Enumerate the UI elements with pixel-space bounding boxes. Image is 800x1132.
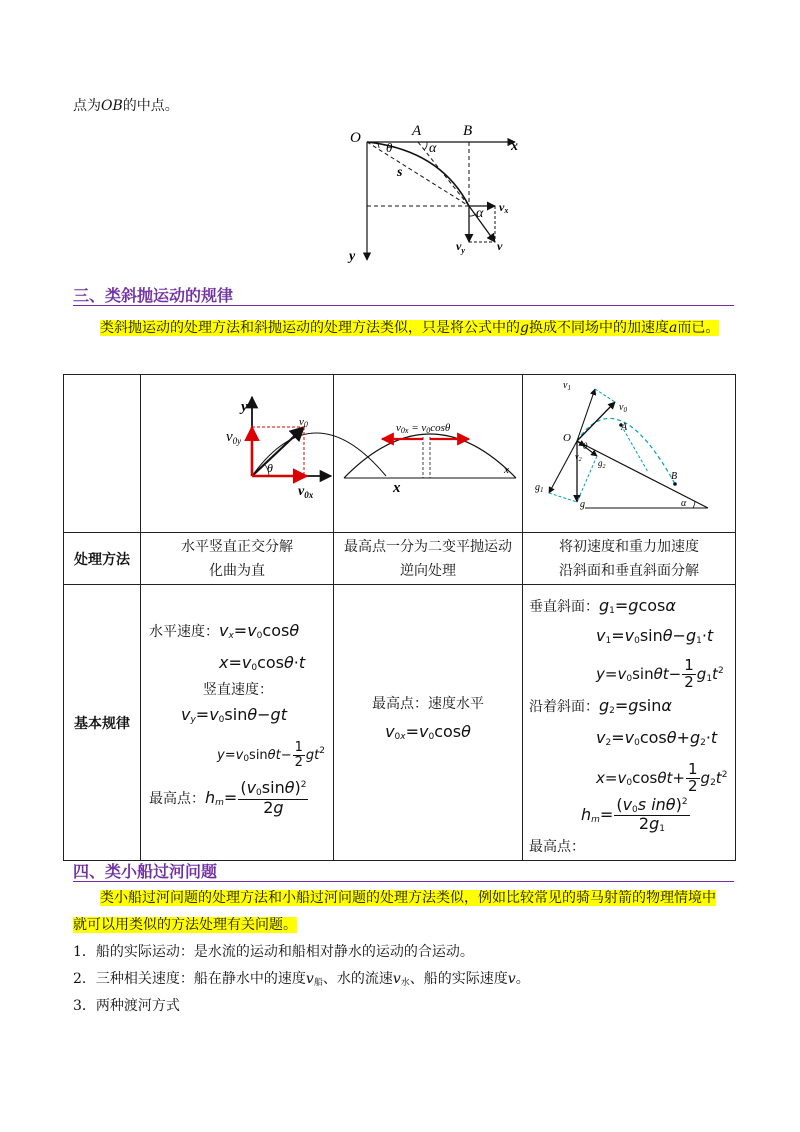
theta-label: θ [386,140,393,155]
diag-b-label: v0x = v0cosθ [396,422,451,435]
slope-projectile-diagram [345,120,530,270]
formula-vx: $v_x=v_0\cos\theta$ [219,621,300,641]
intro-var: OB [101,98,123,114]
corner-cell [64,375,141,533]
diag-c-o: O [563,432,571,444]
diag-a-y: y [241,399,248,415]
method-a-line1: 水平竖直正交分解 [181,538,293,555]
method-b-line1: 最高点一分为二变平抛运动 [344,538,512,555]
formula-vy: $v_y=v_0\sin\theta-gt$ [181,705,287,725]
section-4-intro-line1: 类小船过河问题的处理方法和小船过河问题的处理方法类似，例如比较常见的骑马射箭的物理情境中 [100,890,716,906]
formula-hm-c: $h_m=$ $\frac{(v_0s in\theta)^2}{2g_1}$ [581,794,688,834]
top-label-b: 最高点：速度水平 [372,696,484,712]
horiz-velocity-label: 水平速度： [149,624,219,640]
method-a-line2: 化曲为直 [209,562,265,579]
method-b [334,533,523,585]
rules-table [63,374,736,861]
origin-label: O [350,130,361,146]
diag-c-theta: θ [583,441,588,451]
diag-c-v0: $v_0$ [619,402,627,414]
diagram-a-cell [141,375,401,533]
formula-y: $y=v_0\sin\theta t-$ $\frac{1}{2}$ $gt^2$ [217,740,326,770]
section-3-title: 三、类斜抛运动的规律 [73,286,234,305]
section-4-intro-line2: 就可以用类似的方法处理有关问题。 [73,917,297,933]
vx-label: vx [499,200,509,215]
section-3-underline [73,305,734,306]
intro-line [73,93,179,119]
orthogonal-decomposition-diagram [141,375,401,528]
method-label: 处理方法 [64,533,141,585]
formula-g2: $g_2=gsin\alpha$ [599,696,672,716]
alpha-label-top: α [429,141,437,156]
diag-c-g2: $g_2$ [598,458,606,470]
method-c-line2: 沿斜面和垂直斜面分解 [559,562,699,579]
formula-v0x: $v_{0x}=v_0\cos\theta$ [385,722,471,742]
diag-a-v0y: $v_{0y}$ [226,429,242,446]
formula-g1: $g_1=gcos\alpha$ [599,596,676,616]
diag-a-v0x: $v_{0x}$ [298,484,314,500]
point-b-label: B [463,123,473,139]
along-label: 沿着斜面： [529,699,599,715]
incline-decomposition-diagram [523,375,734,528]
section-3-intro: 类斜抛运动的处理方法和斜抛运动的处理方法类似，只是将公式中的g换成不同场中的加速度a而已。 [100,320,720,336]
vy-label: $v_y$ [456,239,465,255]
s-label: s [397,165,403,180]
method-c-line1: 将初速度和重力加速度 [559,538,699,555]
diag-c-a: A [621,422,628,433]
diag-c-v2: $v_2$ [575,452,582,463]
section-4-title: 四、类小船过河问题 [73,862,218,881]
vert-velocity-label: 竖直速度： [203,682,273,698]
x-axis-label: x [511,139,518,154]
highest-point-split-diagram [334,375,523,528]
diag-c-b: B [671,471,678,482]
top-label-c: 最高点： [529,839,585,855]
diag-c-g1: $g_1$ [535,482,544,494]
v-label: v [497,239,503,253]
formula-x-c: $x=v_0\cos\theta t+$ $\frac{1}{2}$ $g_2t^2$ [596,760,728,795]
item-3: 3．两种渡河方式 [73,998,180,1014]
perp-label: 垂直斜面： [529,599,599,615]
diag-c-g: g [580,499,585,510]
diag-c-v1: $v_1$ [563,380,571,392]
diagram-b-cell [334,375,523,533]
formula-x: $x=v_0\cos\theta\cdot t$ [219,653,306,673]
diag-b-x: x [504,464,509,476]
item-2: 2．三种相关速度：船在静水中的速度$v_船$、水的流速$v_水$、船的实际速度v。 [73,971,530,988]
diagram-c-cell [523,375,736,533]
intro-text-end: 的中点。 [122,98,179,114]
diag-a-v0: v0 [299,416,308,429]
top-label-a: 最高点： [149,791,205,807]
formula-y-c: $y=v_0\sin\theta t-$ $\frac{1}{2}$ $g_1t^2$ [596,656,724,691]
method-b-line2: 逆向处理 [400,562,456,579]
rule-label: 基本规律 [64,585,141,861]
rule-c [523,585,736,861]
item-1: 1．船的实际运动：是水流的运动和船相对静水的运动的合运动。 [73,944,474,960]
diag-a-theta: θ [267,461,273,475]
section-4-underline [73,881,734,882]
rule-a [141,585,334,861]
rule-b [334,585,523,861]
y-axis-label: y [349,249,356,264]
formula-v1: $v_1=v_0\sin\theta-g_1\cdot t$ [596,626,714,646]
formula-hm-a: 最高点：$h_m=$ $\frac{(v_0\sin\theta)^2}{2g}$ [149,778,307,817]
alpha-label-bottom: α [476,206,484,221]
method-a [141,533,334,585]
point-a-label: A [412,123,422,139]
diag-a-x: x [393,480,401,496]
method-c [523,533,736,585]
intro-text: 点为 [73,98,101,114]
diag-c-alpha: α [681,498,687,509]
formula-v2: $v_2=v_0\cos\theta+g_2\cdot t$ [596,728,718,748]
